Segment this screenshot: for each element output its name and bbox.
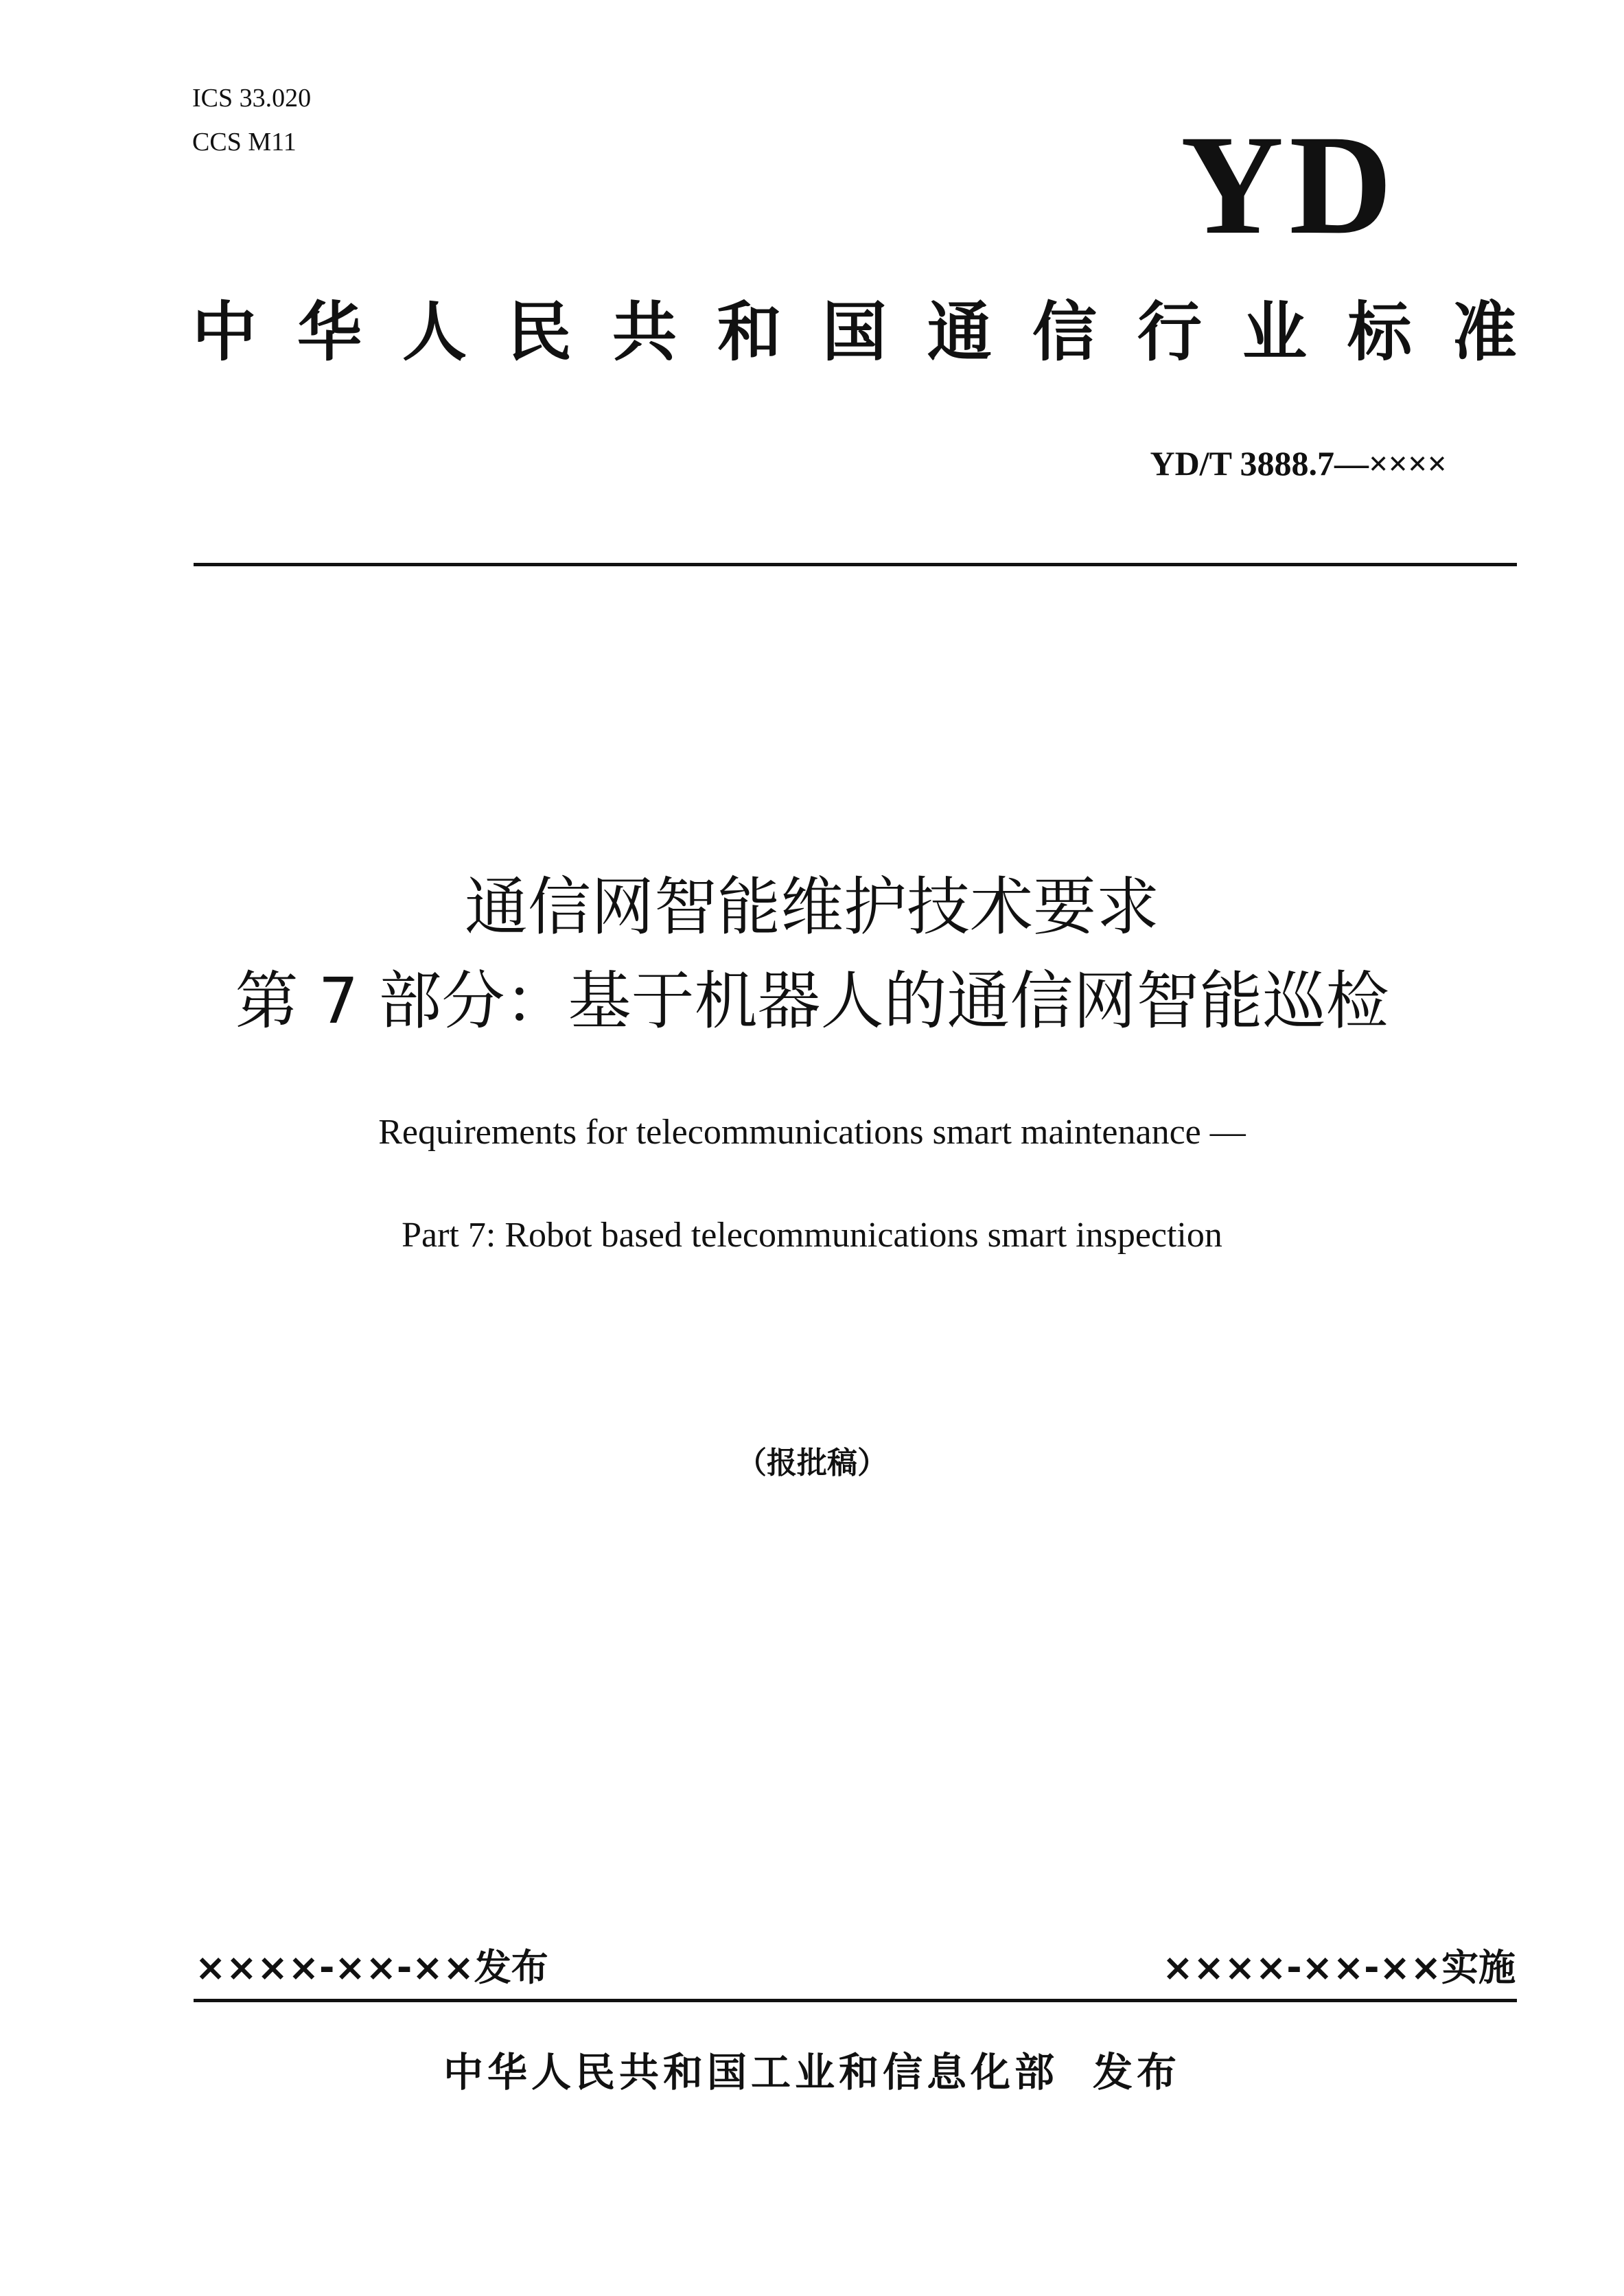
title-char: 行 <box>1137 295 1202 370</box>
title-char: 信 <box>1032 295 1097 370</box>
bottom-divider <box>194 1999 1517 2002</box>
chinese-title-line-2: 第 7 部分：基于机器人的通信网智能巡检 <box>235 964 1389 1038</box>
title-char: 华 <box>297 295 362 370</box>
title-char: 和 <box>717 295 782 370</box>
issuing-authority <box>137 2049 1487 2096</box>
english-title-line-1: Requirements for telecommunications smart maintenance — <box>378 1113 1246 1152</box>
title-char: 准 <box>1452 295 1517 370</box>
standard-number: YD/T 3888.7—×××× <box>1150 444 1447 483</box>
top-divider <box>194 563 1517 566</box>
implement-date: ××××-××-××实施 <box>1162 1946 1516 1989</box>
english-title-line-2: Part 7: Robot based telecommunications smart inspection <box>402 1216 1222 1255</box>
ccs-code: CCS M11 <box>192 128 297 156</box>
title-char: 通 <box>927 295 992 370</box>
issuer-name: 中华人民共和国工业和信息化部 <box>443 2049 1058 2096</box>
chinese-title-line-1: 通信网智能维护技术要求 <box>464 870 1159 944</box>
title-char: 人 <box>402 295 467 370</box>
ics-code: ICS 33.020 <box>192 84 312 113</box>
issuer-action: 发布 <box>1093 2049 1181 2096</box>
yd-logo: YD <box>1181 106 1398 264</box>
standard-category-title <box>192 295 1517 371</box>
publish-date: ××××-××-××发布 <box>195 1946 548 1989</box>
title-char: 国 <box>822 295 887 370</box>
title-char: 共 <box>612 295 677 370</box>
title-char: 业 <box>1242 295 1307 370</box>
title-char: 标 <box>1347 295 1412 370</box>
draft-status-label: （报批稿） <box>736 1446 888 1481</box>
title-char: 中 <box>192 295 257 370</box>
title-char: 民 <box>507 295 572 370</box>
